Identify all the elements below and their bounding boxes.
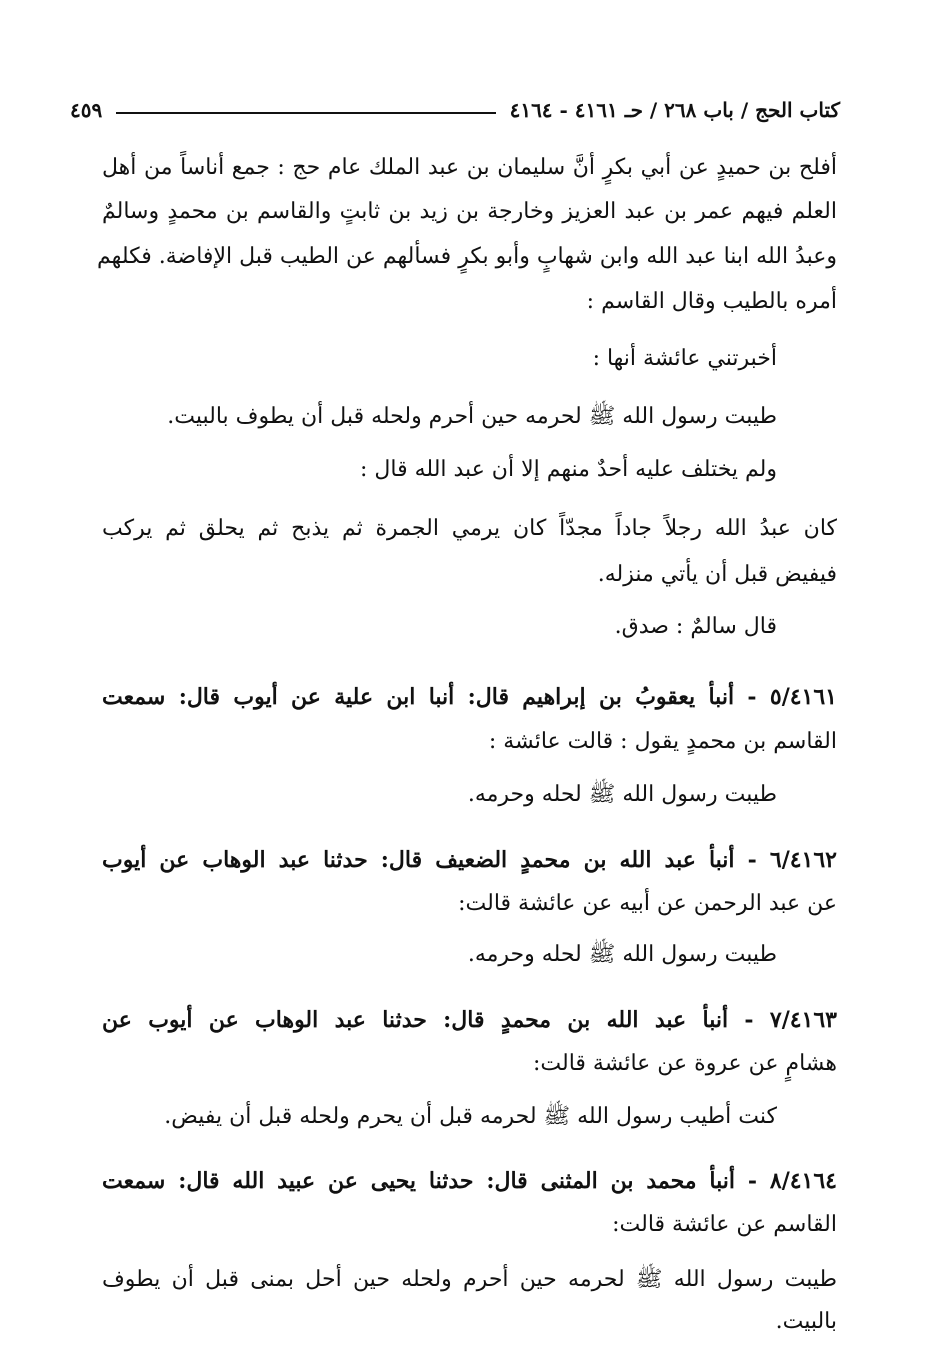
text-line: هشامٍ عن عروة عن عائشة قالت: bbox=[533, 1051, 837, 1076]
text-line: بالبيت. bbox=[775, 1309, 837, 1334]
quote-line: طيبت رسول الله ﷺ لحله وحرمه. bbox=[467, 942, 777, 967]
text-line: أمره بالطيب وقال القاسم : bbox=[586, 289, 837, 314]
text-line: فيفيض قبل أن يأتي منزله. bbox=[597, 562, 837, 587]
quote-line: ولم يختلف عليه أحدٌ منهم إلا أن عبد الله قال : bbox=[360, 457, 777, 482]
header-rule bbox=[116, 112, 495, 114]
hadith-line: ٧/٤١٦٣ - أنبأ عبد الله بن محمدٍ قال: حدثنا عبد الوهاب عن أيوب عن bbox=[102, 1007, 837, 1033]
text-line: طيبت رسول الله ﷺ لحرمه حين أحرم ولحله حين أحل بمنى قبل أن يطوف bbox=[102, 1267, 837, 1292]
header-title: كتاب الحج / باب ٢٦٨ / حـ ٤١٦١ - ٤١٦٤ bbox=[509, 98, 840, 122]
quote-line: أخبرتني عائشة أنها : bbox=[592, 346, 777, 371]
quote-line: قال سالمٌ : صدق. bbox=[614, 614, 777, 639]
page-number: ٤٥٩ bbox=[70, 98, 103, 122]
text-line: القاسم بن محمدٍ يقول : قالت عائشة : bbox=[488, 729, 837, 754]
quote-line: طيبت رسول الله ﷺ لحله وحرمه. bbox=[467, 782, 777, 807]
quote-line: كنت أطيب رسول الله ﷺ لحرمه قبل أن يحرم ولحله قبل أن يفيض. bbox=[164, 1104, 777, 1129]
quote-line: طيبت رسول الله ﷺ لحرمه حين أحرم ولحله قبل أن يطوف بالبيت. bbox=[167, 404, 777, 429]
hadith-line: ٥/٤١٦١ - أنبأ يعقوبُ بن إبراهيم قال: أنبا ابن علية عن أيوب قال: سمعت bbox=[102, 684, 837, 710]
text-line: أفلح بن حميدٍ عن أبي بكرٍ أنَّ سليمان بن عبد الملك عام حج : جمع أناساً من أهل bbox=[102, 155, 837, 180]
running-header bbox=[70, 88, 840, 122]
text-line: القاسم عن عائشة قالت: bbox=[612, 1212, 837, 1237]
hadith-line: ٨/٤١٦٤ - أنبأ محمد بن المثنى قال: حدثنا يحيى عن عبيد الله قال: سمعت bbox=[102, 1168, 837, 1194]
text-line: وعبدُ الله ابنا عبد الله وابن شهابٍ وأبو بكرٍ فسألهم عن الطيب قبل الإفاضة. فكلهم bbox=[97, 244, 837, 269]
text-line: العلم فيهم عمر بن عبد العزيز وخارجة بن زيد بن ثابتٍ والقاسم بن محمدٍ وسالمٌ bbox=[102, 199, 837, 224]
text-line: عن عبد الرحمن عن أبيه عن عائشة قالت: bbox=[458, 891, 837, 916]
text-line: كان عبدُ الله رجلاً جاداً مجدّاً كان يرمي الجمرة ثم يذبح ثم يحلق ثم يركب bbox=[102, 516, 837, 541]
hadith-line: ٦/٤١٦٢ - أنبأ عبد الله بن محمدٍ الضعيف قال: حدثنا عبد الوهاب عن أيوب bbox=[102, 847, 837, 873]
